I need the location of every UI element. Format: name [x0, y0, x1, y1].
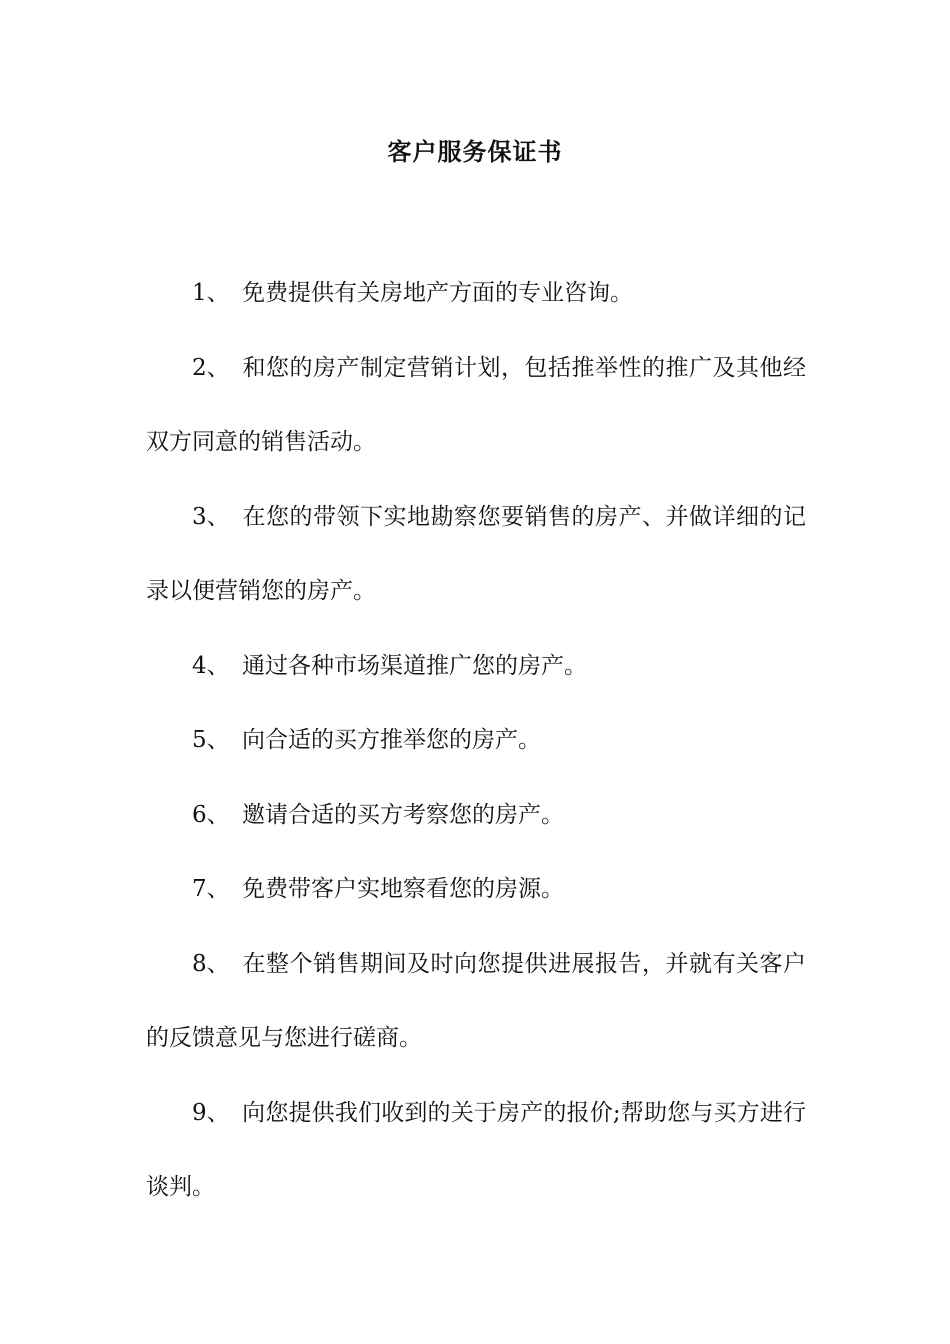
item-text: 邀请合适的买方考察您的房产。 [242, 801, 564, 828]
item-text: 在整个销售期间及时向您提供进展报告，并就有关客户的反馈意见与您进行磋商。 [146, 950, 806, 1051]
item-number: 5、 [192, 727, 230, 753]
item-text: 免费带客户实地察看您的房源。 [242, 876, 564, 902]
guarantee-list [146, 256, 806, 1225]
item-number: 2、 [192, 354, 230, 381]
item-number: 6、 [192, 801, 230, 828]
item-number: 3、 [192, 503, 230, 530]
guarantee-item-9 [146, 1076, 806, 1225]
item-number: 1、 [192, 280, 230, 306]
item-text: 和您的房产制定营销计划，包括推举性的推广及其他经双方同意的销售活动。 [146, 354, 806, 455]
guarantee-item-2 [146, 331, 806, 480]
guarantee-item-4 [146, 629, 806, 704]
guarantee-item-5 [146, 703, 806, 778]
item-text: 向您提供我们收到的关于房产的报价;帮助您与买方进行谈判。 [146, 1099, 806, 1200]
guarantee-item-1 [146, 256, 806, 331]
item-text: 向合适的买方推举您的房产。 [242, 727, 541, 753]
item-number: 7、 [192, 876, 230, 902]
item-text: 免费提供有关房地产方面的专业咨询。 [242, 280, 633, 306]
item-number: 9、 [192, 1099, 230, 1126]
guarantee-item-3 [146, 480, 806, 629]
guarantee-item-7 [146, 852, 806, 927]
item-text: 通过各种市场渠道推广您的房产。 [242, 652, 587, 679]
document-title: 客户服务保证书 [387, 137, 563, 166]
item-number: 4、 [192, 652, 230, 679]
guarantee-item-6 [146, 778, 806, 853]
guarantee-item-8 [146, 927, 806, 1076]
item-number: 8、 [192, 950, 230, 977]
item-text: 在您的带领下实地勘察您要销售的房产、并做详细的记录以便营销您的房产。 [146, 503, 806, 604]
